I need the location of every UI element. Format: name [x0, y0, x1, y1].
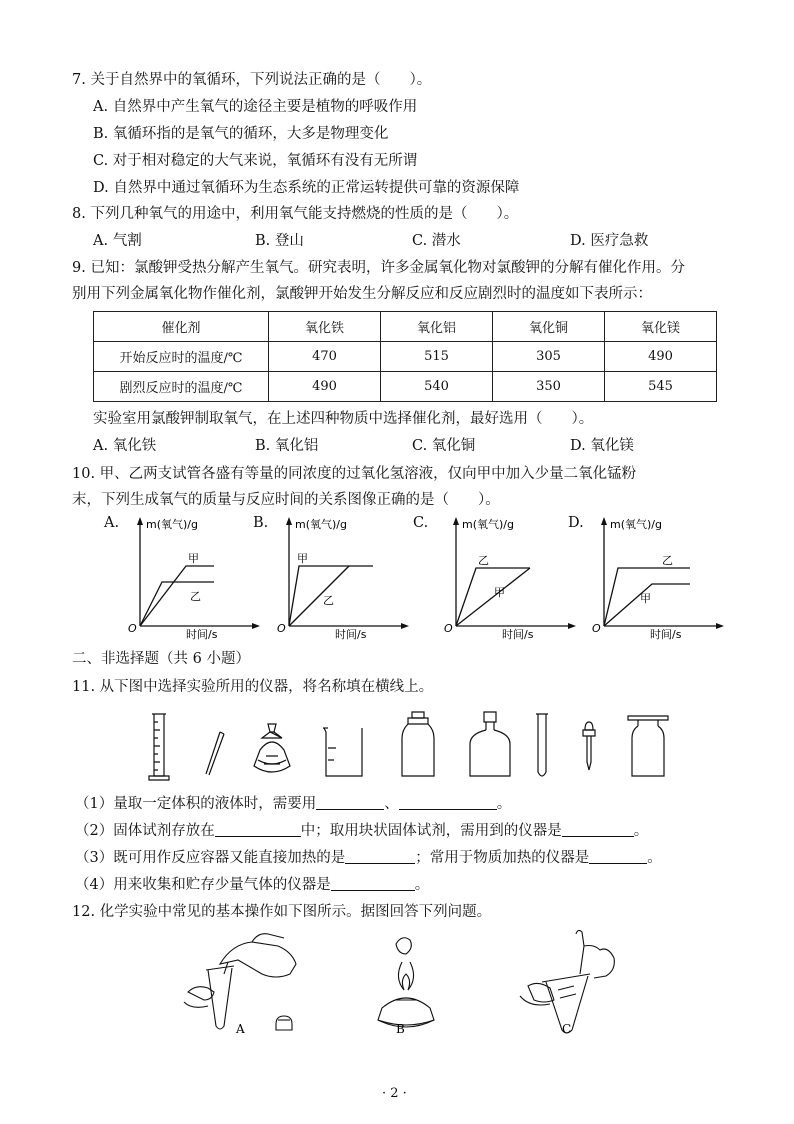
- pouring-liquid-icon: [184, 934, 296, 1030]
- operation-label-a: A: [236, 1022, 245, 1034]
- graph-a-ylabel: m(氧气)/g: [146, 518, 198, 531]
- q11-sub3-end: 。: [647, 850, 662, 866]
- gas-collecting-bottle-icon: [628, 716, 668, 776]
- table-row: [94, 372, 717, 402]
- lab-operations-illustration: [180, 930, 640, 1034]
- graph-a-upper-label: 甲: [188, 552, 199, 565]
- graph-a: [124, 514, 264, 642]
- graph-a-xlabel: 时间/s: [186, 628, 218, 641]
- table-cell: 490: [269, 372, 381, 402]
- dropper-operation-icon: [520, 930, 614, 1033]
- q11-sub1-text: （1）量取一定体积的液体时，需要用: [75, 796, 317, 812]
- table-header-cell: 催化剂: [94, 312, 269, 342]
- graph-d-origin: O: [592, 622, 601, 635]
- table-cell: 开始反应时的温度/℃: [94, 342, 269, 372]
- wide-mouth-bottle-icon: [402, 712, 434, 776]
- graph-a-lower-label: 乙: [190, 590, 201, 603]
- q11-sub2-end: 。: [633, 823, 649, 839]
- answer-blank[interactable]: [316, 795, 384, 810]
- catalyst-table: [93, 311, 717, 402]
- tweezers-icon: [206, 732, 224, 775]
- graph-b-xlabel: 时间/s: [335, 628, 367, 641]
- q7-option-a: A. 自然界中产生氧气的途径主要是植物的呼吸作用: [93, 99, 418, 115]
- page-number: · 2 ·: [382, 1086, 407, 1101]
- graph-a-letter: A.: [104, 515, 120, 531]
- q11-sub3-mid: ；常用于物质加热的仪器是: [415, 850, 590, 866]
- graph-a-origin: O: [128, 622, 137, 635]
- q9-question: 实验室用氯酸钾制取氧气，在上述四种物质中选择催化剂，最好选用（ ）。: [93, 411, 594, 427]
- q11-sub2-text: （2）固体试剂存放在: [75, 823, 215, 839]
- table-cell: 305: [493, 342, 605, 372]
- answer-blank[interactable]: [399, 795, 497, 810]
- graph-b-lower-label: 乙: [323, 594, 334, 607]
- graph-d-letter: D.: [568, 515, 584, 531]
- answer-blank[interactable]: [215, 822, 301, 837]
- answer-blank[interactable]: [345, 849, 415, 864]
- graph-c: [440, 514, 580, 642]
- operation-label-c: C: [562, 1022, 572, 1034]
- answer-blank[interactable]: [589, 849, 647, 864]
- section-heading: 二、非选择题（共 6 小题）: [72, 651, 250, 667]
- graph-c-upper-label: 乙: [478, 554, 489, 567]
- beaker-icon: [323, 728, 362, 776]
- table-row: [94, 342, 717, 372]
- graph-b: [273, 514, 413, 642]
- alcohol-lamp-icon: [254, 724, 290, 772]
- table-header-row: [94, 312, 717, 342]
- q11-sub4-text: （4）用来收集和贮存少量气体的仪器是: [75, 877, 331, 893]
- graph-c-letter: C.: [413, 515, 429, 531]
- graph-b-origin: O: [277, 622, 286, 635]
- table-cell: 545: [605, 372, 717, 402]
- graph-b-letter: B.: [253, 515, 269, 531]
- q8-option-d: D. 医疗急救: [570, 233, 649, 249]
- q11-stem: 11. 从下图中选择实验所用的仪器，将名称填在横线上。: [72, 679, 434, 695]
- q7-option-d: D. 自然界中通过氧循环为生态系统的正常运转提供可靠的资源保障: [93, 180, 520, 196]
- q11-sub3: [75, 848, 662, 868]
- q11-sub1-sep: 、: [384, 796, 399, 812]
- table-header-cell: 氧化铝: [381, 312, 493, 342]
- table-cell: 515: [381, 342, 493, 372]
- q7-stem: 7. 关于自然界中的氧循环，下列说法正确的是（ ）。: [72, 72, 432, 88]
- q7-option-c: C. 对于相对稳定的大气来说，氧循环有没有无所谓: [93, 153, 418, 169]
- graph-c-lower-label: 甲: [494, 586, 505, 599]
- q9-option-b: B. 氧化铝: [255, 438, 319, 454]
- q8-option-b: B. 登山: [255, 233, 304, 249]
- table-header-cell: 氧化铁: [269, 312, 381, 342]
- q10-stem-line1: 10. 甲、乙两支试管各盛有等量的同浓度的过氧化氢溶液，仅向甲中加入少量二氧化锰粉: [72, 466, 637, 482]
- graph-d: [588, 514, 728, 642]
- graph-b-ylabel: m(氧气)/g: [295, 518, 347, 531]
- q11-sub4-end: 。: [414, 877, 430, 893]
- dropper-icon: [583, 722, 595, 770]
- graph-b-upper-label: 甲: [297, 552, 308, 565]
- table-cell: 490: [605, 342, 717, 372]
- graph-d-upper-label: 乙: [662, 554, 673, 567]
- q11-sub3-text: （3）既可用作反应容器又能直接加热的是: [75, 850, 346, 866]
- q9-option-a: A. 氧化铁: [93, 438, 157, 454]
- graph-c-origin: O: [444, 622, 453, 635]
- answer-blank[interactable]: [562, 822, 634, 837]
- table-header-cell: 氧化铜: [493, 312, 605, 342]
- q8-stem: 8. 下列几种氧气的用途中，利用氧气能支持燃烧的性质的是（ ）。: [72, 206, 519, 222]
- graph-d-xlabel: 时间/s: [650, 628, 682, 641]
- operation-label-b: B: [396, 1022, 405, 1034]
- graph-c-xlabel: 时间/s: [502, 628, 534, 641]
- test-tube-icon: [536, 714, 548, 776]
- q7-option-b: B. 氧循环指的是氧气的循环，大多是物理变化: [93, 126, 389, 142]
- table-cell: 540: [381, 372, 493, 402]
- q11-sub2: [75, 821, 648, 841]
- q11-sub2-mid: 中；取用块状固体试剂，需用到的仪器是: [300, 823, 562, 839]
- graduated-cylinder-icon: [149, 714, 169, 780]
- q11-sub4: [75, 875, 429, 895]
- table-cell: 剧烈反应时的温度/℃: [94, 372, 269, 402]
- graph-d-lower-label: 甲: [640, 592, 651, 605]
- q11-sub1: [75, 794, 511, 814]
- q11-sub1-end: 。: [496, 796, 512, 812]
- q12-stem: 12. 化学实验中常见的基本操作如下图所示。据图回答下列问题。: [72, 904, 492, 920]
- q9-stem-line2: 别用下列金属氧化物作催化剂，氯酸钾开始发生分解反应和反应剧烈时的温度如下表所示：: [72, 286, 652, 302]
- lighting-lamp-icon: [378, 938, 434, 1027]
- q9-option-d: D. 氧化镁: [570, 438, 634, 454]
- q8-option-a: A. 气割: [93, 233, 142, 249]
- q10-stem-line2: 末，下列生成氧气的质量与反应时间的关系图像正确的是（ ）。: [72, 492, 500, 508]
- answer-blank[interactable]: [331, 876, 415, 891]
- graph-d-ylabel: m(氧气)/g: [610, 518, 662, 531]
- graph-c-ylabel: m(氧气)/g: [462, 518, 514, 531]
- table-cell: 470: [269, 342, 381, 372]
- q9-option-c: C. 氧化铜: [412, 438, 476, 454]
- narrow-mouth-bottle-icon: [470, 712, 510, 776]
- q9-stem-line1: 9. 已知：氯酸钾受热分解产生氧气。研究表明，许多金属氧化物对氯酸钾的分解有催化作用。分: [72, 260, 685, 276]
- lab-instruments-illustration: [140, 708, 680, 784]
- q8-option-c: C. 潜水: [412, 233, 461, 249]
- table-cell: 350: [493, 372, 605, 402]
- table-header-cell: 氧化镁: [605, 312, 717, 342]
